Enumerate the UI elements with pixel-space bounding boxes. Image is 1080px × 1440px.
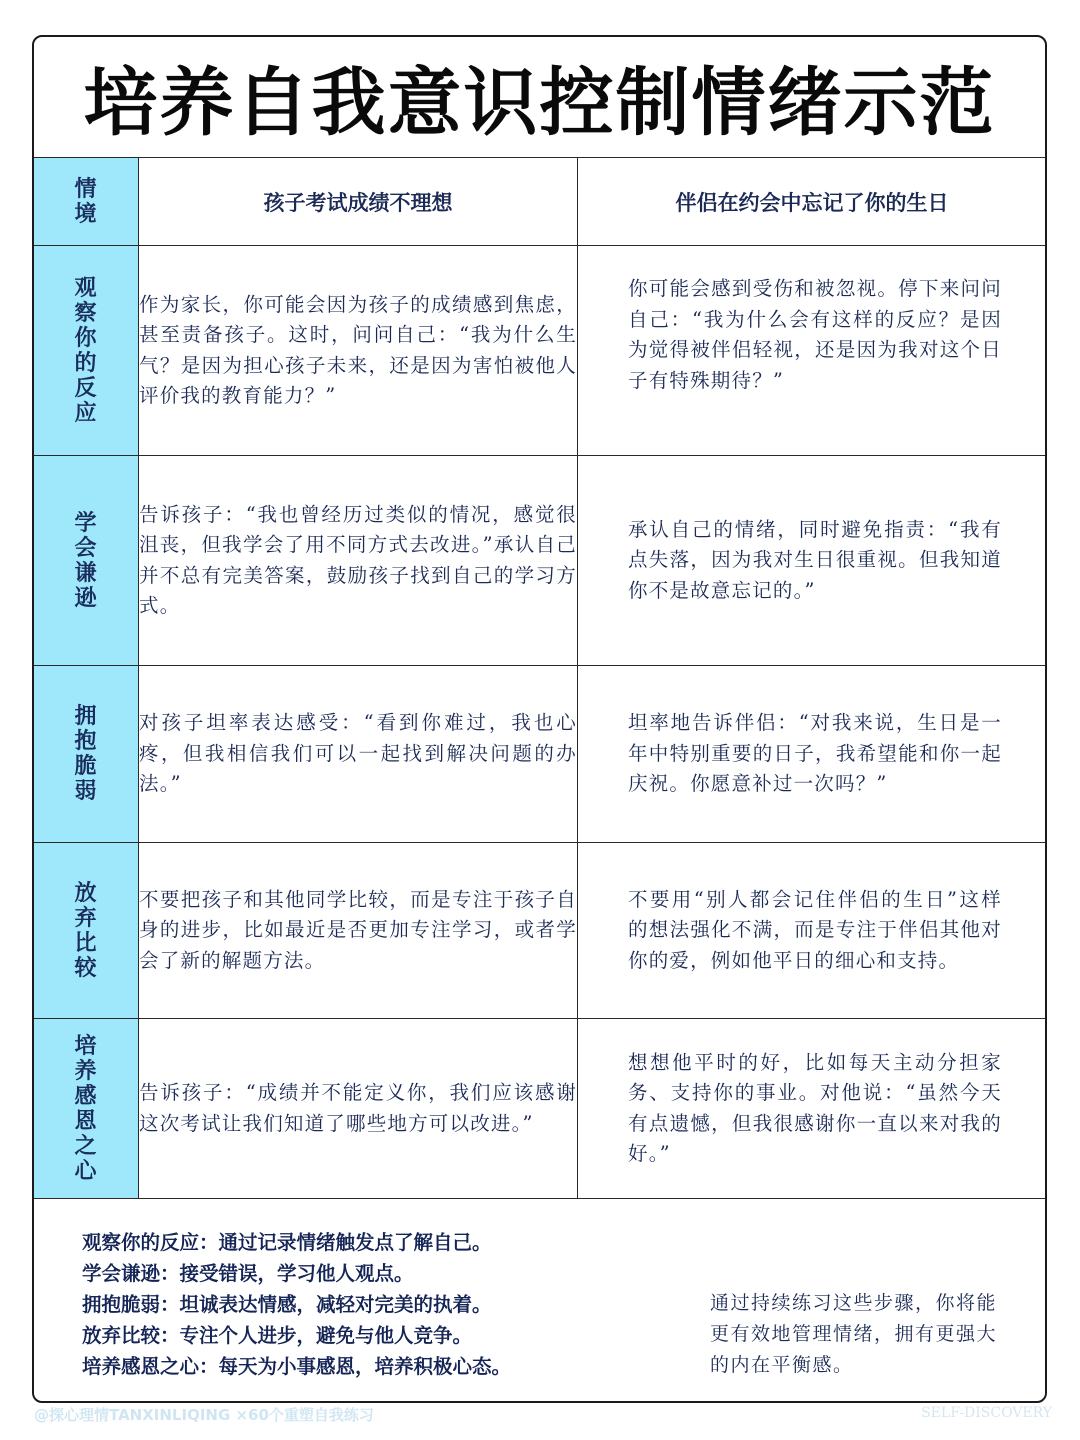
row-label: 放弃比较 [74, 880, 97, 981]
closing-note: 通过持续练习这些步骤，你将能更有效地管理情绪，拥有更强大的内在平衡感。 [710, 1292, 998, 1376]
row-label: 拥抱脆弱 [74, 704, 97, 804]
row-label-cell [33, 843, 139, 1019]
summary-item: 学会谦逊：接受错误，学习他人观点。 [82, 1262, 414, 1285]
table-cell-partner: 你可能会感到受伤和被忽视。停下来问问自己：“我为什么会有这样的反应？是因为觉得被伴侣轻视，还是因为我对这个日子有特殊期待？” [578, 246, 1047, 456]
table-header-row [33, 158, 1047, 246]
table-cell-partner: 想想他平时的好，比如每天主动分担家务、支持你的事业。对他说：“虽然今天有点遗憾，但我很感谢你一直以来对我的好。” [578, 1019, 1047, 1199]
row-label-cell [33, 456, 139, 666]
watermark-author: @探心理情TANXINLIQING ×60个重塑自我练习 [34, 1406, 374, 1424]
table-row [33, 666, 1047, 843]
table-row [33, 1019, 1047, 1199]
summary-item: 拥抱脆弱：坦诚表达情感，减轻对完美的执着。 [82, 1293, 492, 1316]
table-cell-child: 对孩子坦率表达感受：“看到你难过，我也心疼，但我相信我们可以一起找到解决问题的办法。” [139, 666, 578, 843]
summary-item: 放弃比较：专注个人进步，避免与他人竞争。 [82, 1324, 473, 1347]
table-cell-partner: 坦率地告诉伴侣：“对我来说，生日是一年中特别重要的日子，我希望能和你一起庆祝。你愿意补过一次吗？” [578, 666, 1047, 843]
row-label-cell [33, 246, 139, 456]
table-cell-child: 告诉孩子：“我也曾经历过类似的情况，感觉很沮丧，但我学会了用不同方式去改进。”承认自己并不总有完美答案，鼓励孩子找到自己的学习方式。 [139, 456, 578, 666]
comparison-table [32, 157, 1047, 1199]
summary-list [82, 1227, 642, 1382]
table-row [33, 456, 1047, 666]
page-title: 培养自我意识控制情绪示范 [83, 60, 996, 146]
watermark-series: SELF-DISCOVERY [921, 1405, 1052, 1421]
row-label-cell [33, 1019, 139, 1199]
table-row [33, 843, 1047, 1019]
table-cell-child: 作为家长，你可能会因为孩子的成绩感到焦虑，甚至责备孩子。这时，问问自己：“我为什么生气？是因为担心孩子未来，还是因为害怕被他人评价我的教育能力？” [139, 246, 578, 456]
content-card [32, 35, 1047, 1403]
column-header-child-exam: 孩子考试成绩不理想 [139, 158, 578, 246]
row-label-cell [33, 666, 139, 843]
row-label: 观察你的反应 [74, 275, 97, 426]
column-header-partner-birthday: 伴侣在约会中忘记了你的生日 [578, 158, 1047, 246]
table-cell-partner: 不要用“别人都会记住伴侣的生日”这样的想法强化不满，而是专注于伴侣其他对你的爱，例如他平日的细心和支持。 [578, 843, 1047, 1019]
row-label: 学会谦逊 [74, 510, 97, 611]
table-cell-child: 告诉孩子：“成绩并不能定义你，我们应该感谢这次考试让我们知道了哪些地方可以改进。” [139, 1019, 578, 1199]
table-row [33, 246, 1047, 456]
row-label: 培养感恩之心 [74, 1033, 97, 1184]
row-label-cell [33, 158, 139, 246]
table-cell-child: 不要把孩子和其他同学比较，而是专注于孩子自身的进步，比如最近是否更加专注学习，或者学会了新的解题方法。 [139, 843, 578, 1019]
summary-item: 观察你的反应：通过记录情绪触发点了解自己。 [82, 1231, 492, 1254]
table-cell-partner: 承认自己的情绪，同时避免指责：“我有点失落，因为我对生日很重视。但我知道你不是故意忘记的。” [578, 456, 1047, 666]
summary-item: 培养感恩之心：每天为小事感恩，培养积极心态。 [82, 1355, 512, 1378]
header-label: 情境 [74, 176, 97, 227]
